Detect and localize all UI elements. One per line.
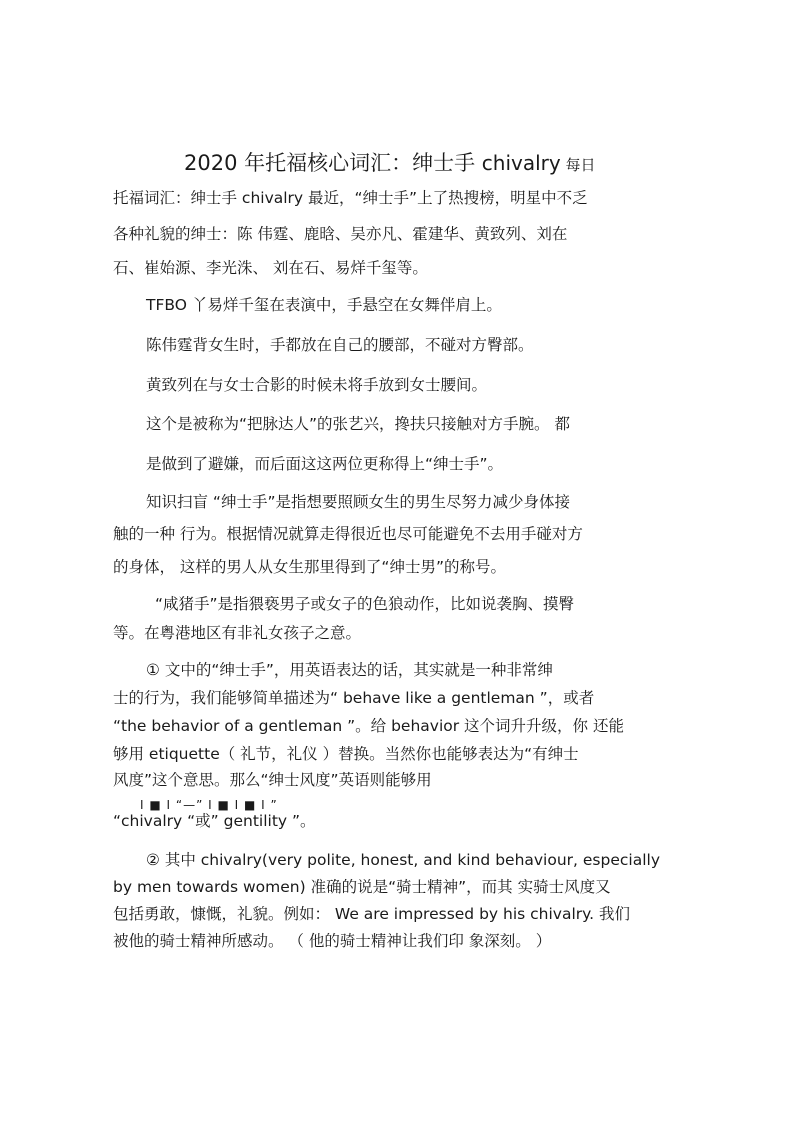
title-tail: 每日 — [560, 156, 596, 174]
body-line: 士的行为，我们能够简单描述为“ behave like a gentleman ”，或者 — [113, 689, 595, 707]
body-line: ① 文中的“绅士手”，用英语表达的话，其实就是一种非常绅 — [146, 661, 553, 679]
body-line: 是做到了避嫌，而后面这这两位更称得上“绅士手”。 — [146, 455, 504, 473]
document-title — [184, 150, 596, 178]
body-line: 托福词汇：绅士手 chivalry 最近，“绅士手”上了热搜榜，明星中不乏 — [113, 189, 588, 207]
body-line: 各种礼貌的绅士：陈 伟霆、鹿晗、吴亦凡、霍建华、黄致列、刘在 — [113, 225, 568, 243]
body-line: 的身体， 这样的男人从女生那里得到了“绅士男”的称号。 — [113, 558, 506, 576]
body-line: 这个是被称为“把脉达人”的张艺兴，搀扶只接触对方手腕。 都 — [146, 415, 570, 433]
body-line: “chivalry “或” gentility ”。 — [113, 812, 316, 830]
title-english: chivalry — [481, 151, 561, 175]
body-line: 被他的骑士精神所感动。 （ 他的骑士精神让我们印 象深刻。 ） — [113, 932, 552, 950]
body-line: 知识扫盲 “绅士手”是指想要照顾女生的男生尽努力减少身体接 — [146, 493, 570, 511]
body-line: 包括勇敢，慷慨，礼貌。例如： We are impressed by his chivalry. 我们 — [113, 905, 630, 923]
body-line: 风度”这个意思。那么“绅士风度”英语则能够用 — [113, 771, 432, 789]
body-line: 等。在粤港地区有非礼女孩子之意。 — [113, 624, 362, 642]
body-line: “the behavior of a gentleman ”。给 behavior 这个词升升级，你 还能 — [113, 717, 624, 735]
body-line: by men towards women) 准确的说是“骑士精神”，而其 实骑士风度又 — [113, 878, 611, 896]
body-line: 够用 etiquette（ 礼节，礼仪 ）替换。当然你也能够表达为“有绅士 — [113, 745, 579, 763]
body-line: 黄致列在与女士合影的时候未将手放到女士腰间。 — [146, 376, 488, 394]
body-line: TFBO 丫易烊千玺在表演中，手悬空在女舞伴肩上。 — [146, 296, 502, 314]
title-main: 2020 年托福核心词汇：绅士手 — [184, 151, 482, 175]
body-line: “咸猪手”是指猥亵男子或女子的色狼动作，比如说袭胸、摸臀 — [155, 595, 575, 613]
body-line: 陈伟霆背女生时，手都放在自己的腰部，不碰对方臀部。 — [146, 336, 534, 354]
body-line: 石、崔始源、李光洙、 刘在石、易烊千玺等。 — [113, 259, 428, 277]
body-line: 触的一种 行为。根据情况就算走得很近也尽可能避免不去用手碰对方 — [113, 525, 583, 543]
phonetic-marks: I ■ I “—” I ■ I ■ I ” — [140, 798, 278, 812]
body-line: ② 其中 chivalry(very polite, honest, and kind behaviour, especially — [146, 851, 660, 869]
